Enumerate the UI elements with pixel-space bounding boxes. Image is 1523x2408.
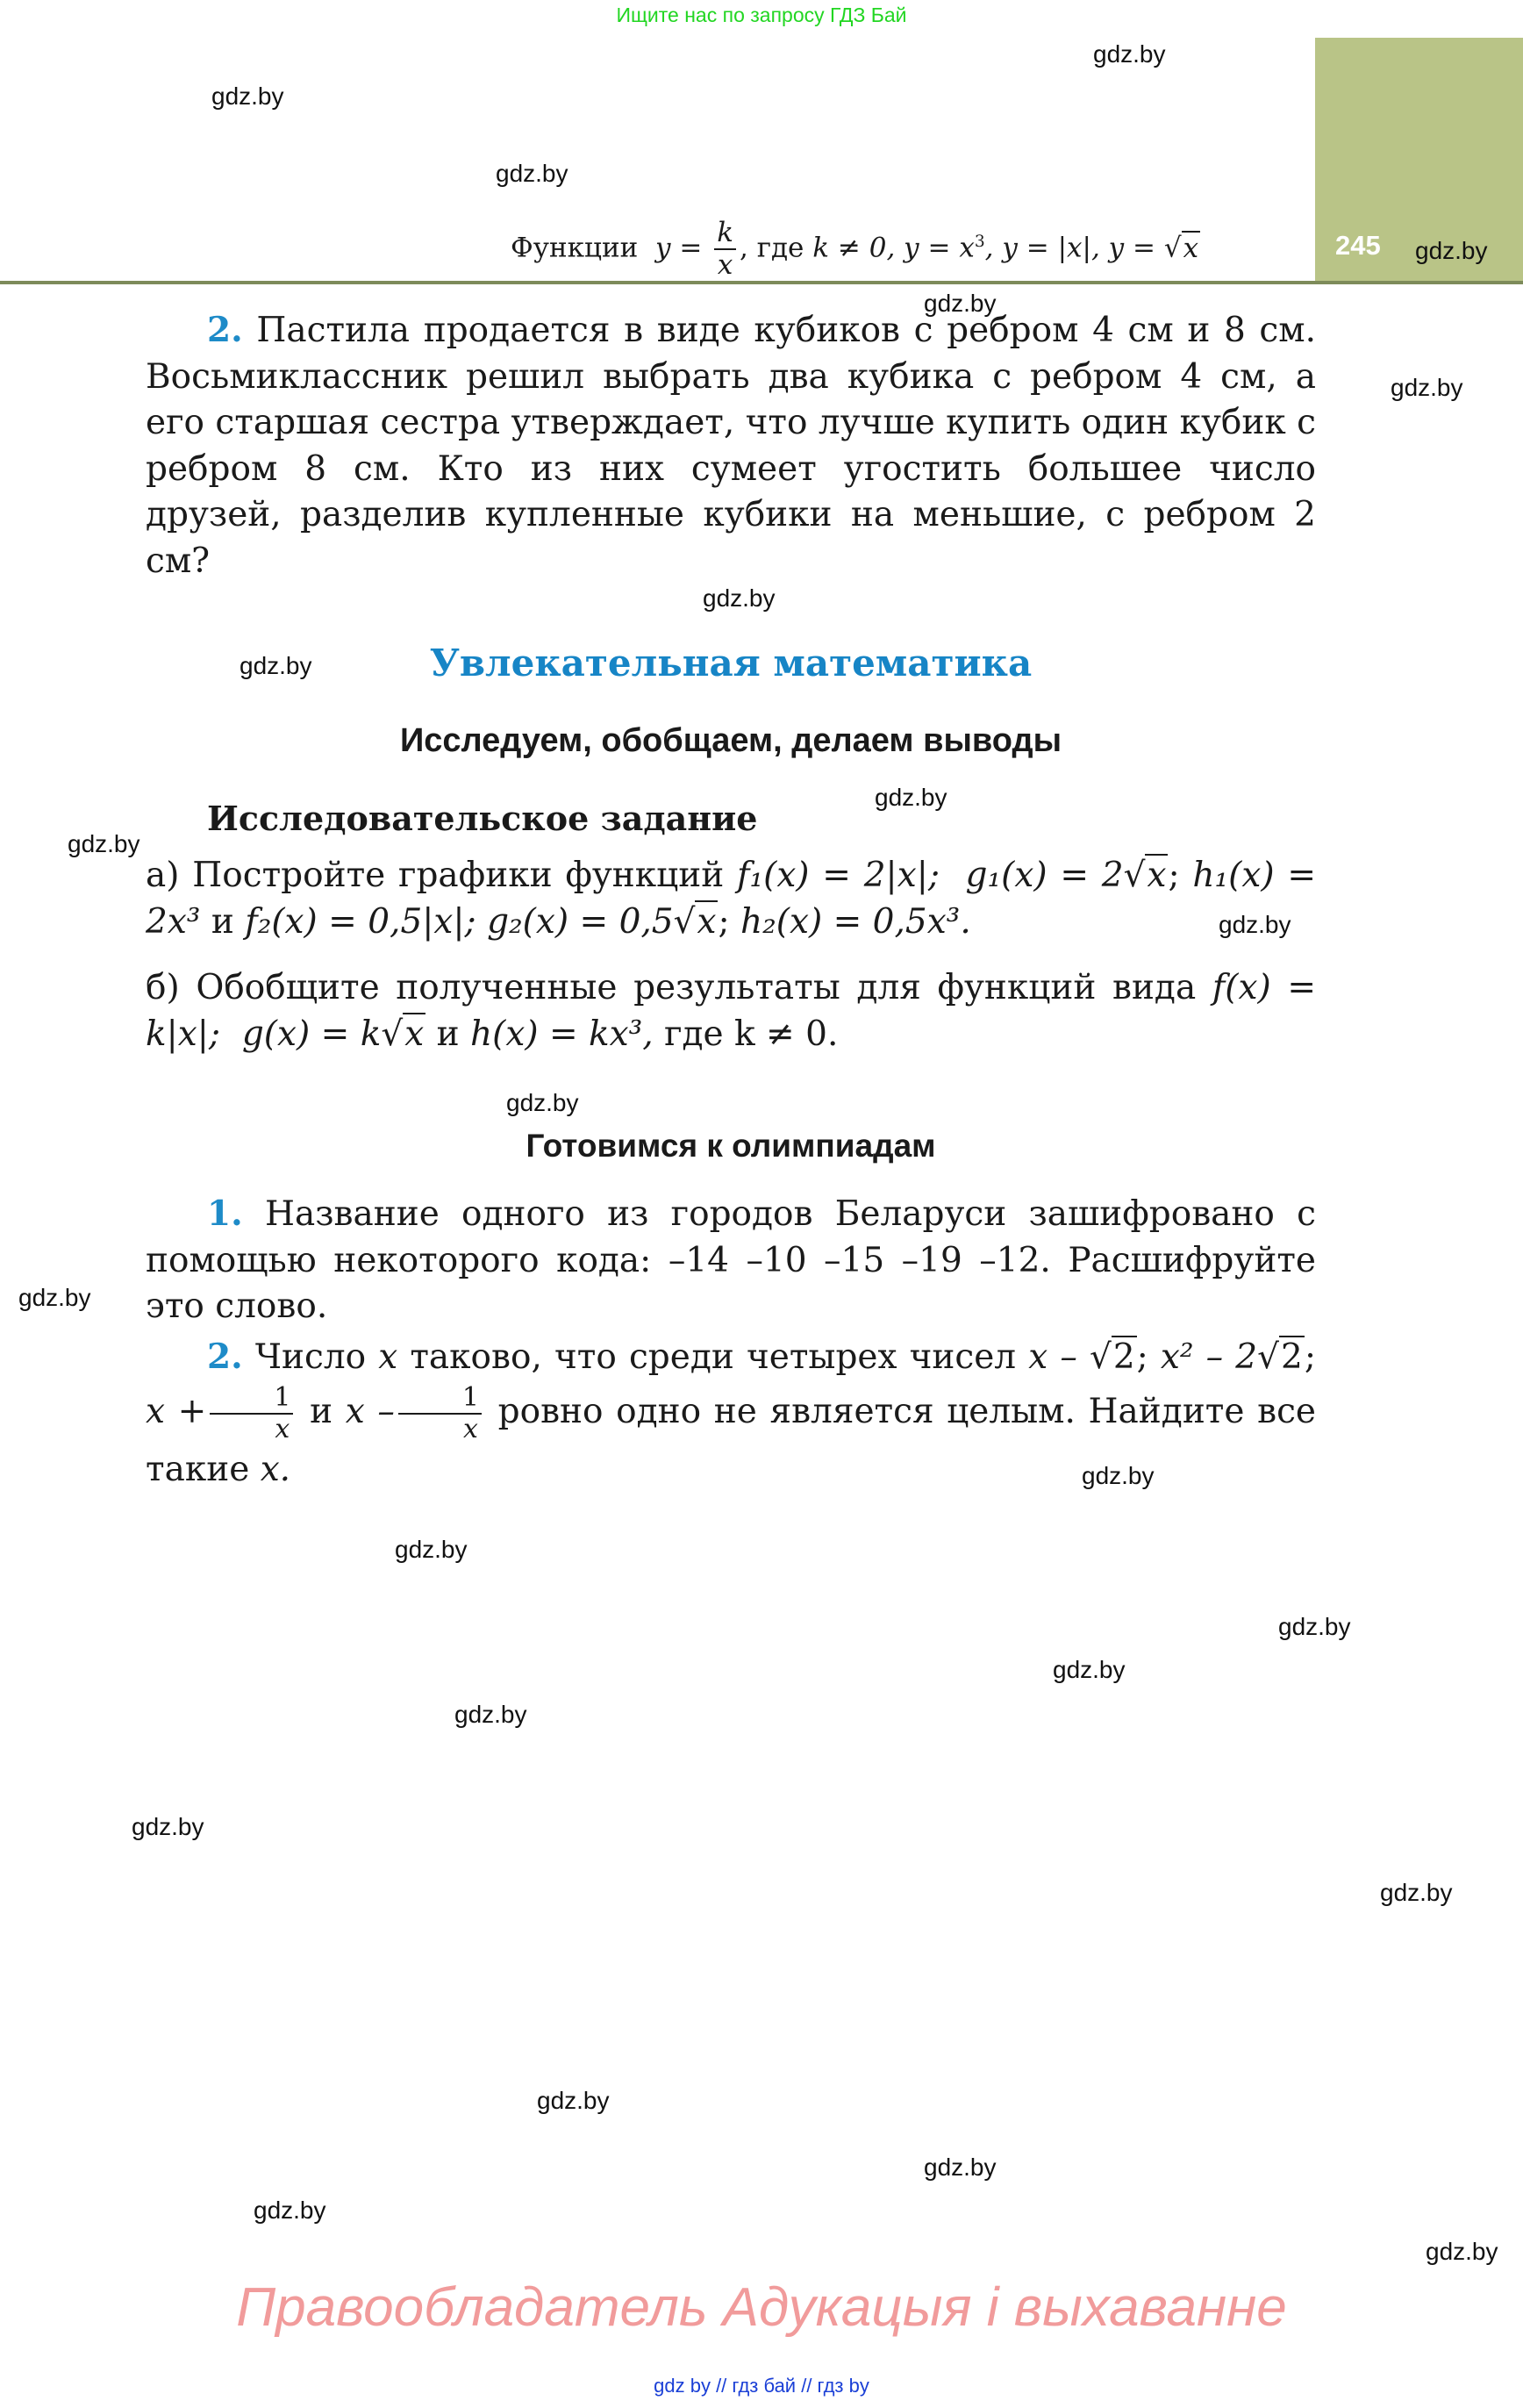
sqrt-icon: √ bbox=[1123, 856, 1146, 895]
research-part-b bbox=[146, 965, 1316, 1057]
watermark: gdz.by bbox=[875, 784, 947, 811]
formula-g2: g₂(x) = 0,5 bbox=[487, 901, 674, 942]
watermark: gdz.by bbox=[924, 2154, 997, 2181]
formula-f: f(x) = k|x|; bbox=[146, 968, 1317, 1054]
sqrt-radicand: x bbox=[404, 1014, 425, 1054]
semicolon: ; bbox=[1136, 1337, 1148, 1377]
problem-text: ровно одно не является целым. Найдите все такие bbox=[146, 1392, 1316, 1489]
running-head-k-neq: k ≠ 0, y = x bbox=[812, 232, 975, 264]
expr-1: x – bbox=[1028, 1337, 1090, 1377]
watermark: gdz.by bbox=[18, 1284, 91, 1311]
formula-g1: g₁(x) = 2 bbox=[965, 856, 1124, 895]
problem-text: Число bbox=[254, 1337, 367, 1377]
conjunction: и bbox=[310, 1392, 333, 1431]
rights-holder-notice: Правообладатель Адукацыя і выхаванне bbox=[236, 2277, 1287, 2338]
footer-links[interactable]: gdz by // гдз бай // гдз by bbox=[654, 2375, 869, 2397]
watermark: gdz.by bbox=[1415, 237, 1488, 264]
sqrt-icon: √ bbox=[1257, 1337, 1279, 1377]
fraction-1-over-x bbox=[398, 1382, 482, 1444]
running-head-prefix: Функции bbox=[511, 232, 639, 264]
fraction-1-over-x bbox=[210, 1382, 293, 1444]
watermark: gdz.by bbox=[1278, 1613, 1351, 1640]
semicolon: ; bbox=[718, 901, 730, 942]
frac-denominator: x bbox=[717, 249, 733, 281]
section-title: Увлекательная математика bbox=[429, 641, 1033, 684]
power-3: 3 bbox=[974, 233, 985, 252]
watermark: gdz.by bbox=[1380, 1879, 1453, 1906]
olympiad-title: Готовимся к олимпиадам bbox=[526, 1128, 936, 1164]
conjunction: и bbox=[211, 901, 234, 942]
watermark: gdz.by bbox=[1093, 40, 1166, 68]
watermark: gdz.by bbox=[1219, 911, 1291, 938]
watermark: gdz.by bbox=[240, 652, 312, 679]
semicolon: ; bbox=[1304, 1337, 1316, 1377]
formula-f2: f₂(x) = 0,5|x|; bbox=[245, 901, 476, 942]
formula-h2: h₂(x) = 0,5x³. bbox=[740, 901, 971, 942]
frac-numerator: 1 bbox=[398, 1385, 482, 1415]
problem-text: таково, что среди четырех чисел bbox=[410, 1337, 1017, 1377]
part-text: Обобщите полученные результаты для функций вида bbox=[196, 968, 1197, 1007]
watermark: gdz.by bbox=[506, 1089, 579, 1116]
watermark: gdz.by bbox=[454, 1701, 527, 1728]
watermark: gdz.by bbox=[1082, 1462, 1155, 1489]
watermark: gdz.by bbox=[924, 290, 997, 317]
watermark: gdz.by bbox=[395, 1536, 468, 1563]
running-head-where: , где bbox=[740, 232, 804, 264]
top-search-banner: Ищите нас по запросу ГДЗ Бай bbox=[616, 4, 907, 26]
watermark: gdz.by bbox=[703, 584, 776, 612]
part-text: Постройте графики функций bbox=[192, 856, 725, 895]
running-head-y: y = bbox=[655, 232, 703, 264]
watermark: gdz.by bbox=[1426, 2238, 1498, 2265]
watermark: gdz.by bbox=[496, 160, 568, 187]
page-number: 245 bbox=[1335, 230, 1381, 261]
subsection-title: Исследуем, обобщаем, делаем выводы bbox=[399, 722, 1062, 759]
expr-2: x² – 2 bbox=[1160, 1337, 1258, 1377]
problem-text: Название одного из городов Беларуси зашифровано с помощью некоторого кода: –14 –10 –15 –19 –12. Расшифруйте это слово. bbox=[146, 1194, 1316, 1326]
research-task-label: Исследовательское задание bbox=[207, 799, 758, 838]
expr-3: x + bbox=[146, 1392, 207, 1431]
semicolon: ; bbox=[1168, 856, 1180, 895]
sqrt-radicand: x bbox=[1183, 232, 1199, 264]
watermark: gdz.by bbox=[68, 830, 140, 857]
header-rule bbox=[0, 281, 1523, 284]
formula-h1: h₁(x) = 2x³ bbox=[146, 856, 1317, 942]
frac-denominator: x bbox=[275, 1414, 290, 1444]
watermark: gdz.by bbox=[254, 2197, 326, 2224]
watermark: gdz.by bbox=[1391, 374, 1463, 401]
sqrt-radicand: 2 bbox=[1280, 1337, 1303, 1377]
frac-numerator: k bbox=[717, 217, 733, 248]
part-label: а) bbox=[146, 856, 180, 895]
watermark: gdz.by bbox=[211, 82, 284, 110]
variable-x: x bbox=[378, 1337, 398, 1377]
variable-x: x. bbox=[260, 1450, 291, 1489]
olympiad-problem-1 bbox=[146, 1191, 1316, 1330]
running-head bbox=[511, 219, 1200, 279]
watermark: gdz.by bbox=[537, 2087, 610, 2114]
problem-number: 2. bbox=[207, 1337, 243, 1377]
problem-pastila bbox=[146, 307, 1316, 584]
watermark: gdz.by bbox=[132, 1813, 204, 1840]
sqrt-icon: √ bbox=[1163, 232, 1182, 264]
sqrt-radicand: x bbox=[697, 901, 717, 942]
fraction-k-over-x bbox=[714, 219, 736, 279]
sqrt-icon: √ bbox=[673, 901, 696, 942]
formula-g: g(x) = k bbox=[241, 1014, 382, 1054]
watermark: gdz.by bbox=[1053, 1656, 1126, 1683]
sqrt-icon: √ bbox=[381, 1014, 404, 1054]
formula-f1: f₁(x) = 2|x|; bbox=[737, 856, 940, 895]
sqrt-icon: √ bbox=[1089, 1337, 1112, 1377]
research-part-a bbox=[146, 853, 1316, 945]
expr-4: x – bbox=[345, 1392, 395, 1431]
formula-h: h(x) = kx³, bbox=[470, 1014, 654, 1054]
sqrt-radicand: x bbox=[1147, 856, 1167, 895]
problem-number: 2. bbox=[207, 310, 243, 350]
problem-number: 1. bbox=[207, 1193, 243, 1234]
frac-denominator: x bbox=[462, 1414, 478, 1444]
frac-numerator: 1 bbox=[210, 1385, 293, 1415]
sqrt-radicand: 2 bbox=[1112, 1337, 1135, 1377]
condition-text: где k ≠ 0. bbox=[664, 1014, 839, 1054]
part-label: б) bbox=[146, 968, 180, 1007]
running-head-abs: , y = |x|, y = bbox=[984, 232, 1164, 264]
problem-text: Пастила продается в виде кубиков с ребром 4 см и 8 см. Восьмиклассник решил выбрать два кубика с ребром 4 см, а его старшая сестра утверждает, что лучше купить один кубик с ребром 8 см. Кто из них сумеет угостить большее число друзей, разделив купленные кубики на меньшие, с ребром 2 см? bbox=[146, 311, 1316, 581]
conjunction: и bbox=[436, 1014, 460, 1054]
